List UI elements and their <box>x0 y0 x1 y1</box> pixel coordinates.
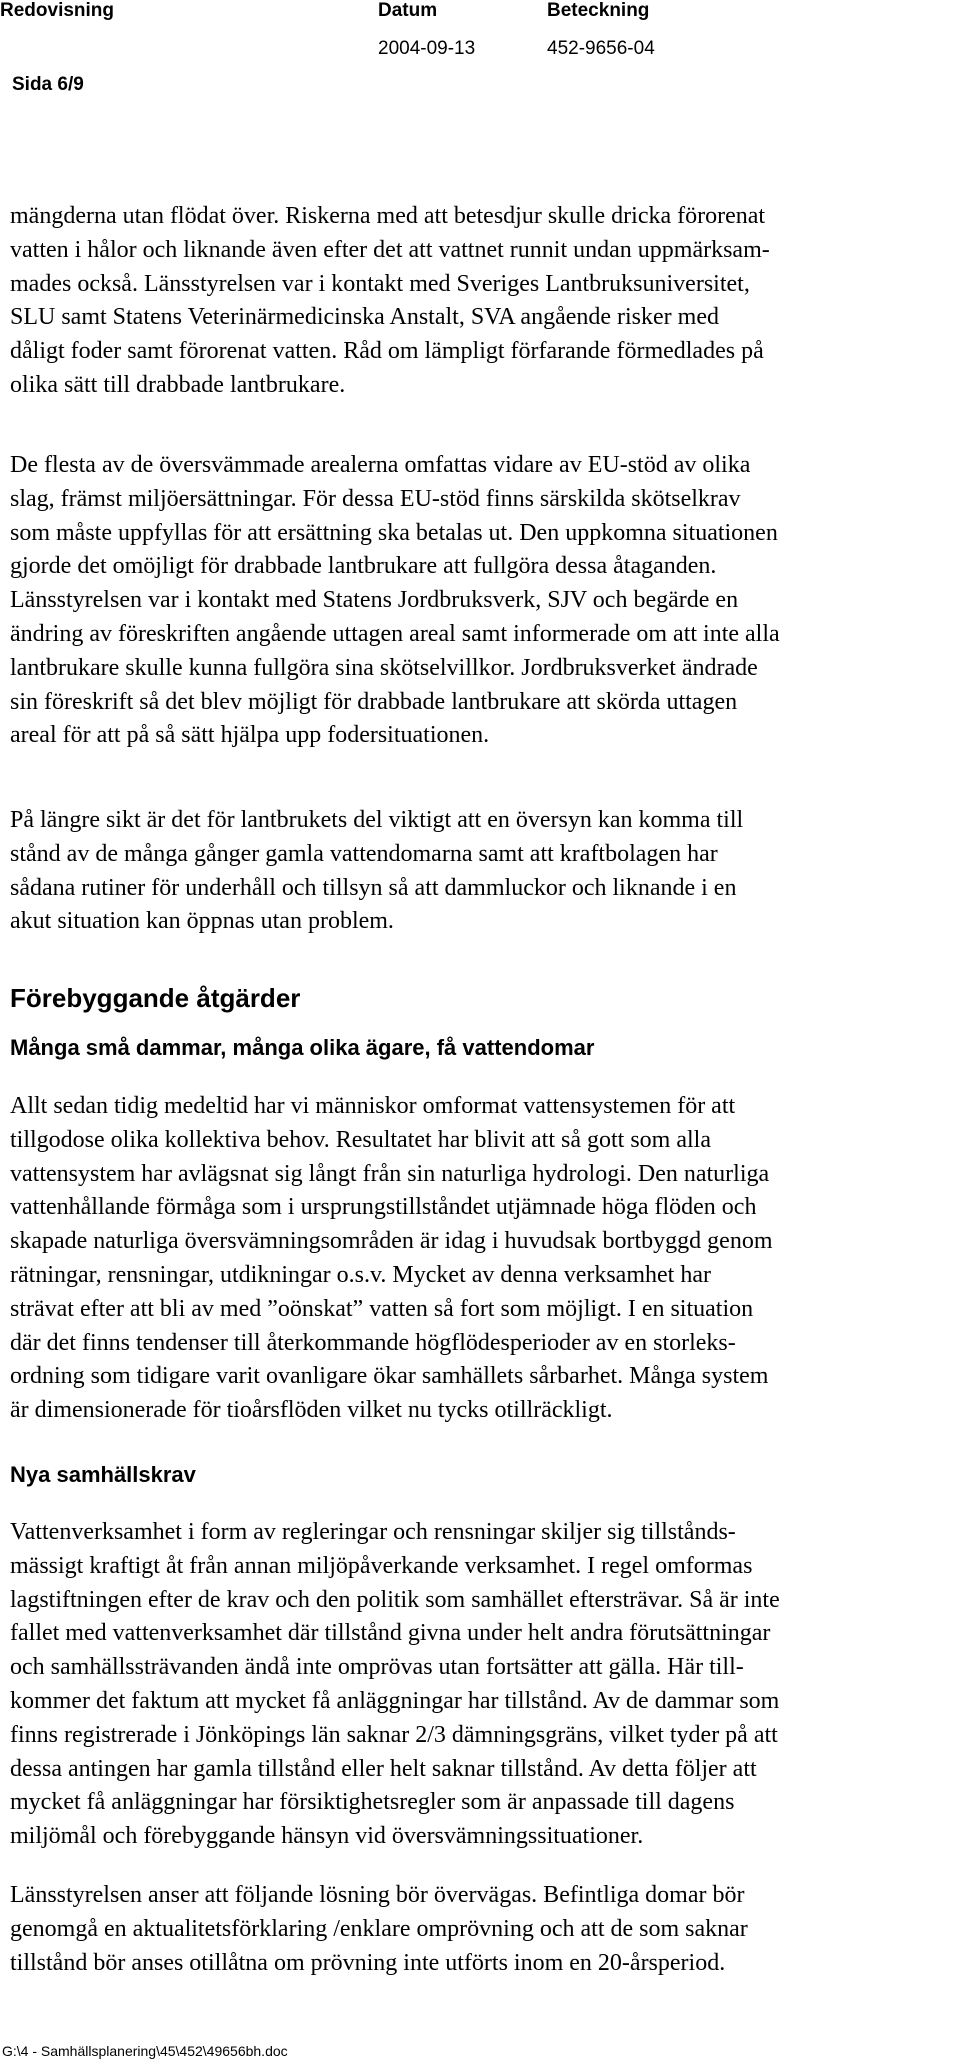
paragraph-2 <box>10 449 960 753</box>
text-line: fallet med vattenverksamhet där tillstånd givna under helt andra förutsättningar <box>10 1620 771 1647</box>
text-line: mässigt kraftigt åt från annan miljöpåverkande verksamhet. I regel omformas <box>10 1552 753 1579</box>
header-date-label: Datum <box>378 0 438 21</box>
text-line: vattenhållande förmåga som i ursprungstillståndet utjämnade höga flöden och <box>10 1194 757 1221</box>
text-line: finns registrerade i Jönköpings län saknar 2/3 dämningsgräns, vilket tyder på att <box>10 1721 778 1748</box>
text-line: mades också. Länsstyrelsen var i kontakt med Sveriges Lantbruksuniversitet, <box>10 270 750 297</box>
header-date: 2004-09-13 <box>378 38 476 59</box>
text-line: Allt sedan tidig medeltid har vi människor omformat vattensystemen för att <box>10 1093 736 1119</box>
text-line: genomgå en aktualitetsförklaring /enklare omprövning och att de som saknar <box>10 1915 748 1942</box>
text-line: skapade naturliga översvämningsområden är idag i huvudsak bortbyggd genom <box>10 1228 773 1255</box>
text-line: rätningar, rensningar, utdikningar o.s.v. Mycket av denna verksamhet har <box>10 1261 711 1288</box>
section-heading: Förebyggande åtgärder <box>10 983 301 1013</box>
paragraph-5 <box>10 1516 960 1854</box>
text-line: dessa antingen har gamla tillstånd eller helt saknar tillstånd. Av detta följer att <box>10 1755 757 1782</box>
text-line: dåligt foder samt förorenat vatten. Råd om lämpligt förfarande förmedlades på <box>10 338 764 365</box>
text-line: strävat efter att bli av med ”oönskat” vatten så fort som möjligt. I en situation <box>10 1295 754 1322</box>
text-line: vattensystem har avlägsnat sig långt från sin naturliga hydrologi. Den naturliga <box>10 1160 770 1187</box>
text-line: På längre sikt är det för lantbrukets del viktigt att en översyn kan komma till <box>10 807 744 833</box>
paragraph-3 <box>10 804 960 939</box>
text-line: lagstiftningen efter de krav och den politik som samhället eftersträvar. Så är inte <box>10 1586 780 1613</box>
paragraph-6 <box>10 1879 960 1980</box>
text-line: lantbrukare skulle kunna fullgöra sina skötselvillkor. Jordbruksverket ändrade <box>10 654 758 681</box>
paragraph-4 <box>10 1090 960 1428</box>
text-line: SLU samt Statens Veterinärmedicinska Anstalt, SVA angående risker med <box>10 304 719 331</box>
text-line: ändring av föreskriften angående uttagen areal samt informerade om att inte alla <box>10 620 780 647</box>
text-line: kommer det faktum att mycket få anläggningar har tillstånd. Av de dammar som <box>10 1687 780 1714</box>
text-line: areal för att på så sätt hjälpa upp fodersituationen. <box>10 722 490 749</box>
text-line: mycket få anläggningar har försiktighetsregler som är anpassade till dagens <box>10 1789 735 1816</box>
text-line: Vattenverksamhet i form av regleringar och rensningar skiljer sig tillstånds- <box>10 1519 736 1545</box>
text-line: sin föreskrift så det blev möjligt för drabbade lantbrukare att skörda uttagen <box>10 688 738 715</box>
text-line: akut situation kan öppnas utan problem. <box>10 908 394 935</box>
text-line: stånd av de många gånger gamla vattendomarna samt att kraftbolagen har <box>10 840 718 867</box>
text-line: som måste uppfyllas för att ersättning ska betalas ut. Den uppkomna situationen <box>10 519 778 546</box>
page-number: Sida 6/9 <box>12 74 84 95</box>
footer-file-path: G:\4 - Samhällsplanering\45\452\49656bh.doc <box>2 2043 288 2059</box>
paragraph-1 <box>10 200 960 403</box>
text-line: vatten i hålor och liknande även efter det att vattnet runnit undan uppmärksam- <box>10 236 770 263</box>
header-reference-label: Beteckning <box>547 0 650 21</box>
header-reference: 452-9656-04 <box>547 38 655 59</box>
text-line: tillstånd bör anses otillåtna om prövning inte utförts inom en 20-årsperiod. <box>10 1949 726 1976</box>
text-line: olika sätt till drabbade lantbrukare. <box>10 371 346 398</box>
header-title: Redovisning <box>0 0 115 21</box>
text-line: mängderna utan flödat över. Riskerna med att betesdjur skulle dricka förorenat <box>10 203 766 229</box>
text-line: är dimensionerade för tioårsflöden vilket nu tycks otillräckligt. <box>10 1397 613 1424</box>
text-line: De flesta av de översvämmade arealerna omfattas vidare av EU-stöd av olika <box>10 452 751 478</box>
text-line: och samhällssträvanden ändå inte omprövas utan fortsätter att gälla. Här till- <box>10 1654 744 1681</box>
text-line: Länsstyrelsen anser att följande lösning bör övervägas. Befintliga domar bör <box>10 1882 745 1908</box>
text-line: gjorde det omöjligt för drabbade lantbrukare att fullgöra dessa åtaganden. <box>10 553 717 580</box>
text-line: miljömål och förebyggande hänsyn vid översvämningssituationer. <box>10 1823 644 1850</box>
text-line: Länsstyrelsen var i kontakt med Statens Jordbruksverk, SJV och begärde en <box>10 587 739 614</box>
text-line: tillgodose olika kollektiva behov. Resultatet har blivit att så gott som alla <box>10 1126 711 1153</box>
text-line: där det finns tendenser till återkommande högflödesperioder av en storleks- <box>10 1329 736 1356</box>
text-line: slag, främst miljöersättningar. För dessa EU-stöd finns särskilda skötselkrav <box>10 485 741 512</box>
subsection-heading: Nya samhällskrav <box>10 1462 196 1487</box>
text-line: ordning som tidigare varit ovanligare ökar samhällets sårbarhet. Många system <box>10 1363 769 1390</box>
subsection-heading: Många små dammar, många olika ägare, få vattendomar <box>10 1035 595 1060</box>
text-line: sådana rutiner för underhåll och tillsyn så att dammluckor och liknande i en <box>10 874 737 901</box>
